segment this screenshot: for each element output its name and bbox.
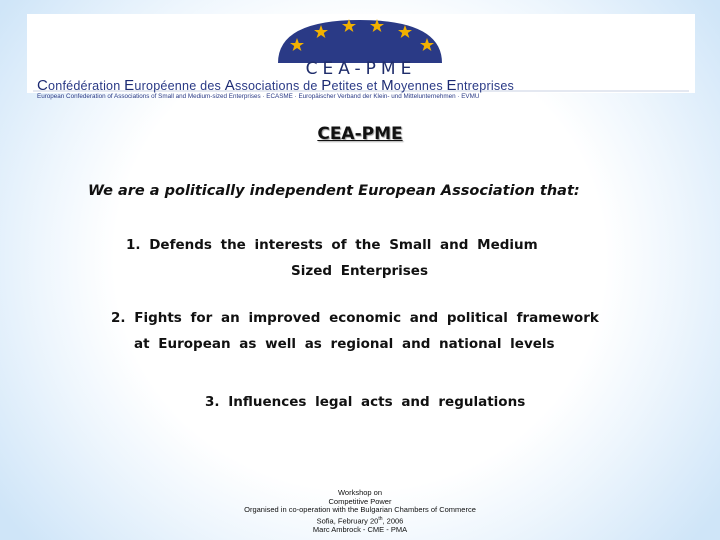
conf-initial: E [446, 77, 457, 94]
confederation-name [37, 77, 687, 94]
intro-text: We are a politically independent European Association that: [88, 183, 580, 199]
footer-date [0, 515, 720, 526]
footer-line: Workshop on [337, 488, 383, 497]
conf-initial: M [381, 77, 394, 94]
footer-credits [0, 489, 720, 534]
footer-date-text: Sofia, February 20 [316, 516, 379, 525]
footer-line: Organised in co-operation with the Bulgarian Chambers of Commerce [244, 505, 476, 514]
confederation-subtitle: European Confederation of Associations of Small and Medium-sized Enterprises · ECASME · Europäischer Verband der Klein- und Mittelunternehmen · EVMU [37, 93, 480, 100]
conf-word: onfédération [48, 79, 125, 93]
list-item-1-line2: Sized Enterprises [291, 263, 429, 279]
footer-date-year: , 2006 [382, 516, 404, 525]
logo-wordmark: CEA-PME [305, 59, 417, 79]
header-banner [27, 14, 695, 100]
footer-line: Marc Ambrock - CME - PMA [312, 524, 408, 534]
list-item-1-line1: 1. Defends the interests of the Small and Medium [126, 237, 538, 253]
list-item-3: 3. Influences legal acts and regulations [205, 394, 526, 410]
logo-arch [278, 20, 442, 63]
conf-initial: P [321, 77, 332, 94]
conf-word: ssociations de [234, 79, 322, 93]
conf-word: uropéenne des [134, 79, 225, 93]
conf-initial: A [224, 77, 235, 94]
footer-line: Competitive Power [328, 496, 392, 506]
footer-date-sup: th [378, 515, 383, 522]
list-item-2-line2: at European as well as regional and national levels [134, 336, 555, 352]
conf-initial: C [37, 77, 49, 94]
list-item-2-line1: 2. Fights for an improved economic and political framework [111, 310, 599, 326]
conf-word: ntreprises [456, 79, 515, 93]
conf-word: oyennes [393, 79, 447, 93]
conf-word: etites et [331, 79, 382, 93]
conf-initial: E [124, 77, 135, 94]
page-title: CEA-PME [317, 124, 403, 144]
